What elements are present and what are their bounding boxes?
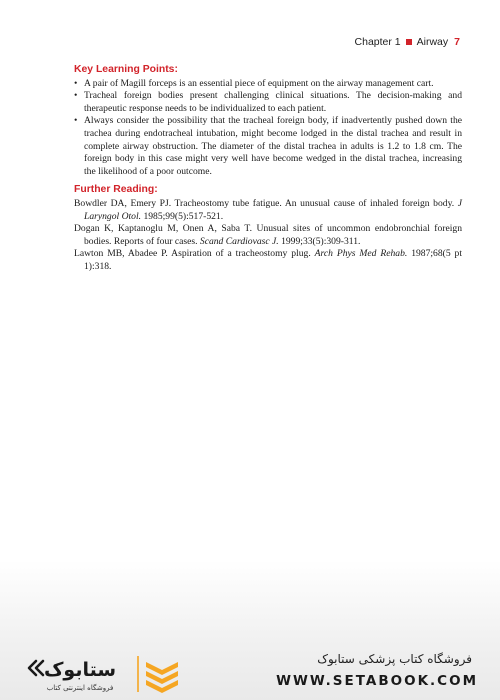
setabook-logo[interactable] [22,652,182,696]
key-points-list [74,78,462,179]
bullet-icon: • [74,90,78,102]
red-square-icon [406,39,412,45]
journal-name: Arch Phys Med Rehab. [314,248,408,260]
bullet-icon: • [74,115,78,127]
reference-list [74,198,462,274]
watermark-footer [0,640,500,700]
key-learning-points-heading: Key Learning Points: [74,64,178,75]
key-point-text: Always consider the possibility that the tracheal foreign body, if inadvertently pushed down the trachea during endotracheal intubation, might become lodged in the distal trachea and result in complete airway obstruction. The diameter of the distal trachea in adults is 1.2 to 1.8 cm. The foreign body in this case might very well have become wedged in the distal trachea, increasing the likelihood of a poor outcome. [84,115,462,177]
page-number: 7 [454,36,460,48]
shop-name: فروشگاه کتاب پزشکی ستابوک [317,652,472,666]
reference-text: Lawton MB, Abadee P. Aspiration of a tracheostomy plug. [74,248,315,260]
reference-item [74,198,462,223]
reference-item [74,248,462,273]
key-point-item [74,78,462,91]
key-point-text: A pair of Magill forceps is an essential piece of equipment on the airway management cart. [84,77,434,89]
key-point-item [74,115,462,178]
reference-text: Dogan K, Kaptanoglu M, Onen A, Saba T. Unusual sites of uncommon endobronchial foreign bodies. Reports of four cases. [74,223,462,247]
key-point-text: Tracheal foreign bodies present challenging clinical situations. The decision-making and therapeutic response needs to be individualized to each patient. [84,90,462,114]
reference-text: Bowdler DA, Emery PJ. Tracheostomy tube fatigue. An unusual cause of inhaled foreign body. [74,197,458,209]
reference-citation: 1985;99(5):517-521. [141,210,224,222]
journal-name: J Laryngol Otol. [84,197,462,222]
page-content [74,64,462,274]
running-head [355,36,460,48]
reference-item [74,223,462,248]
shop-url[interactable]: WWW.SETABOOK.COM [276,673,478,689]
logo-wordmark: ستابوک [43,659,117,681]
reference-citation: 1987;68(5 pt 1):318. [84,248,463,272]
chapter-label: Chapter 1 [354,36,401,48]
chevrons-icon [29,661,43,675]
chapter-title: Airway [416,36,449,48]
logo-tagline: فروشگاه اینترنتی کتاب [46,684,114,692]
further-reading-heading: Further Reading: [74,184,158,196]
books-icon [146,662,178,693]
journal-name: Scand Cardiovasc J. [199,235,279,247]
key-point-item [74,90,462,115]
bullet-icon: • [74,77,78,89]
reference-citation: 1999;33(5):309-311. [278,235,361,247]
